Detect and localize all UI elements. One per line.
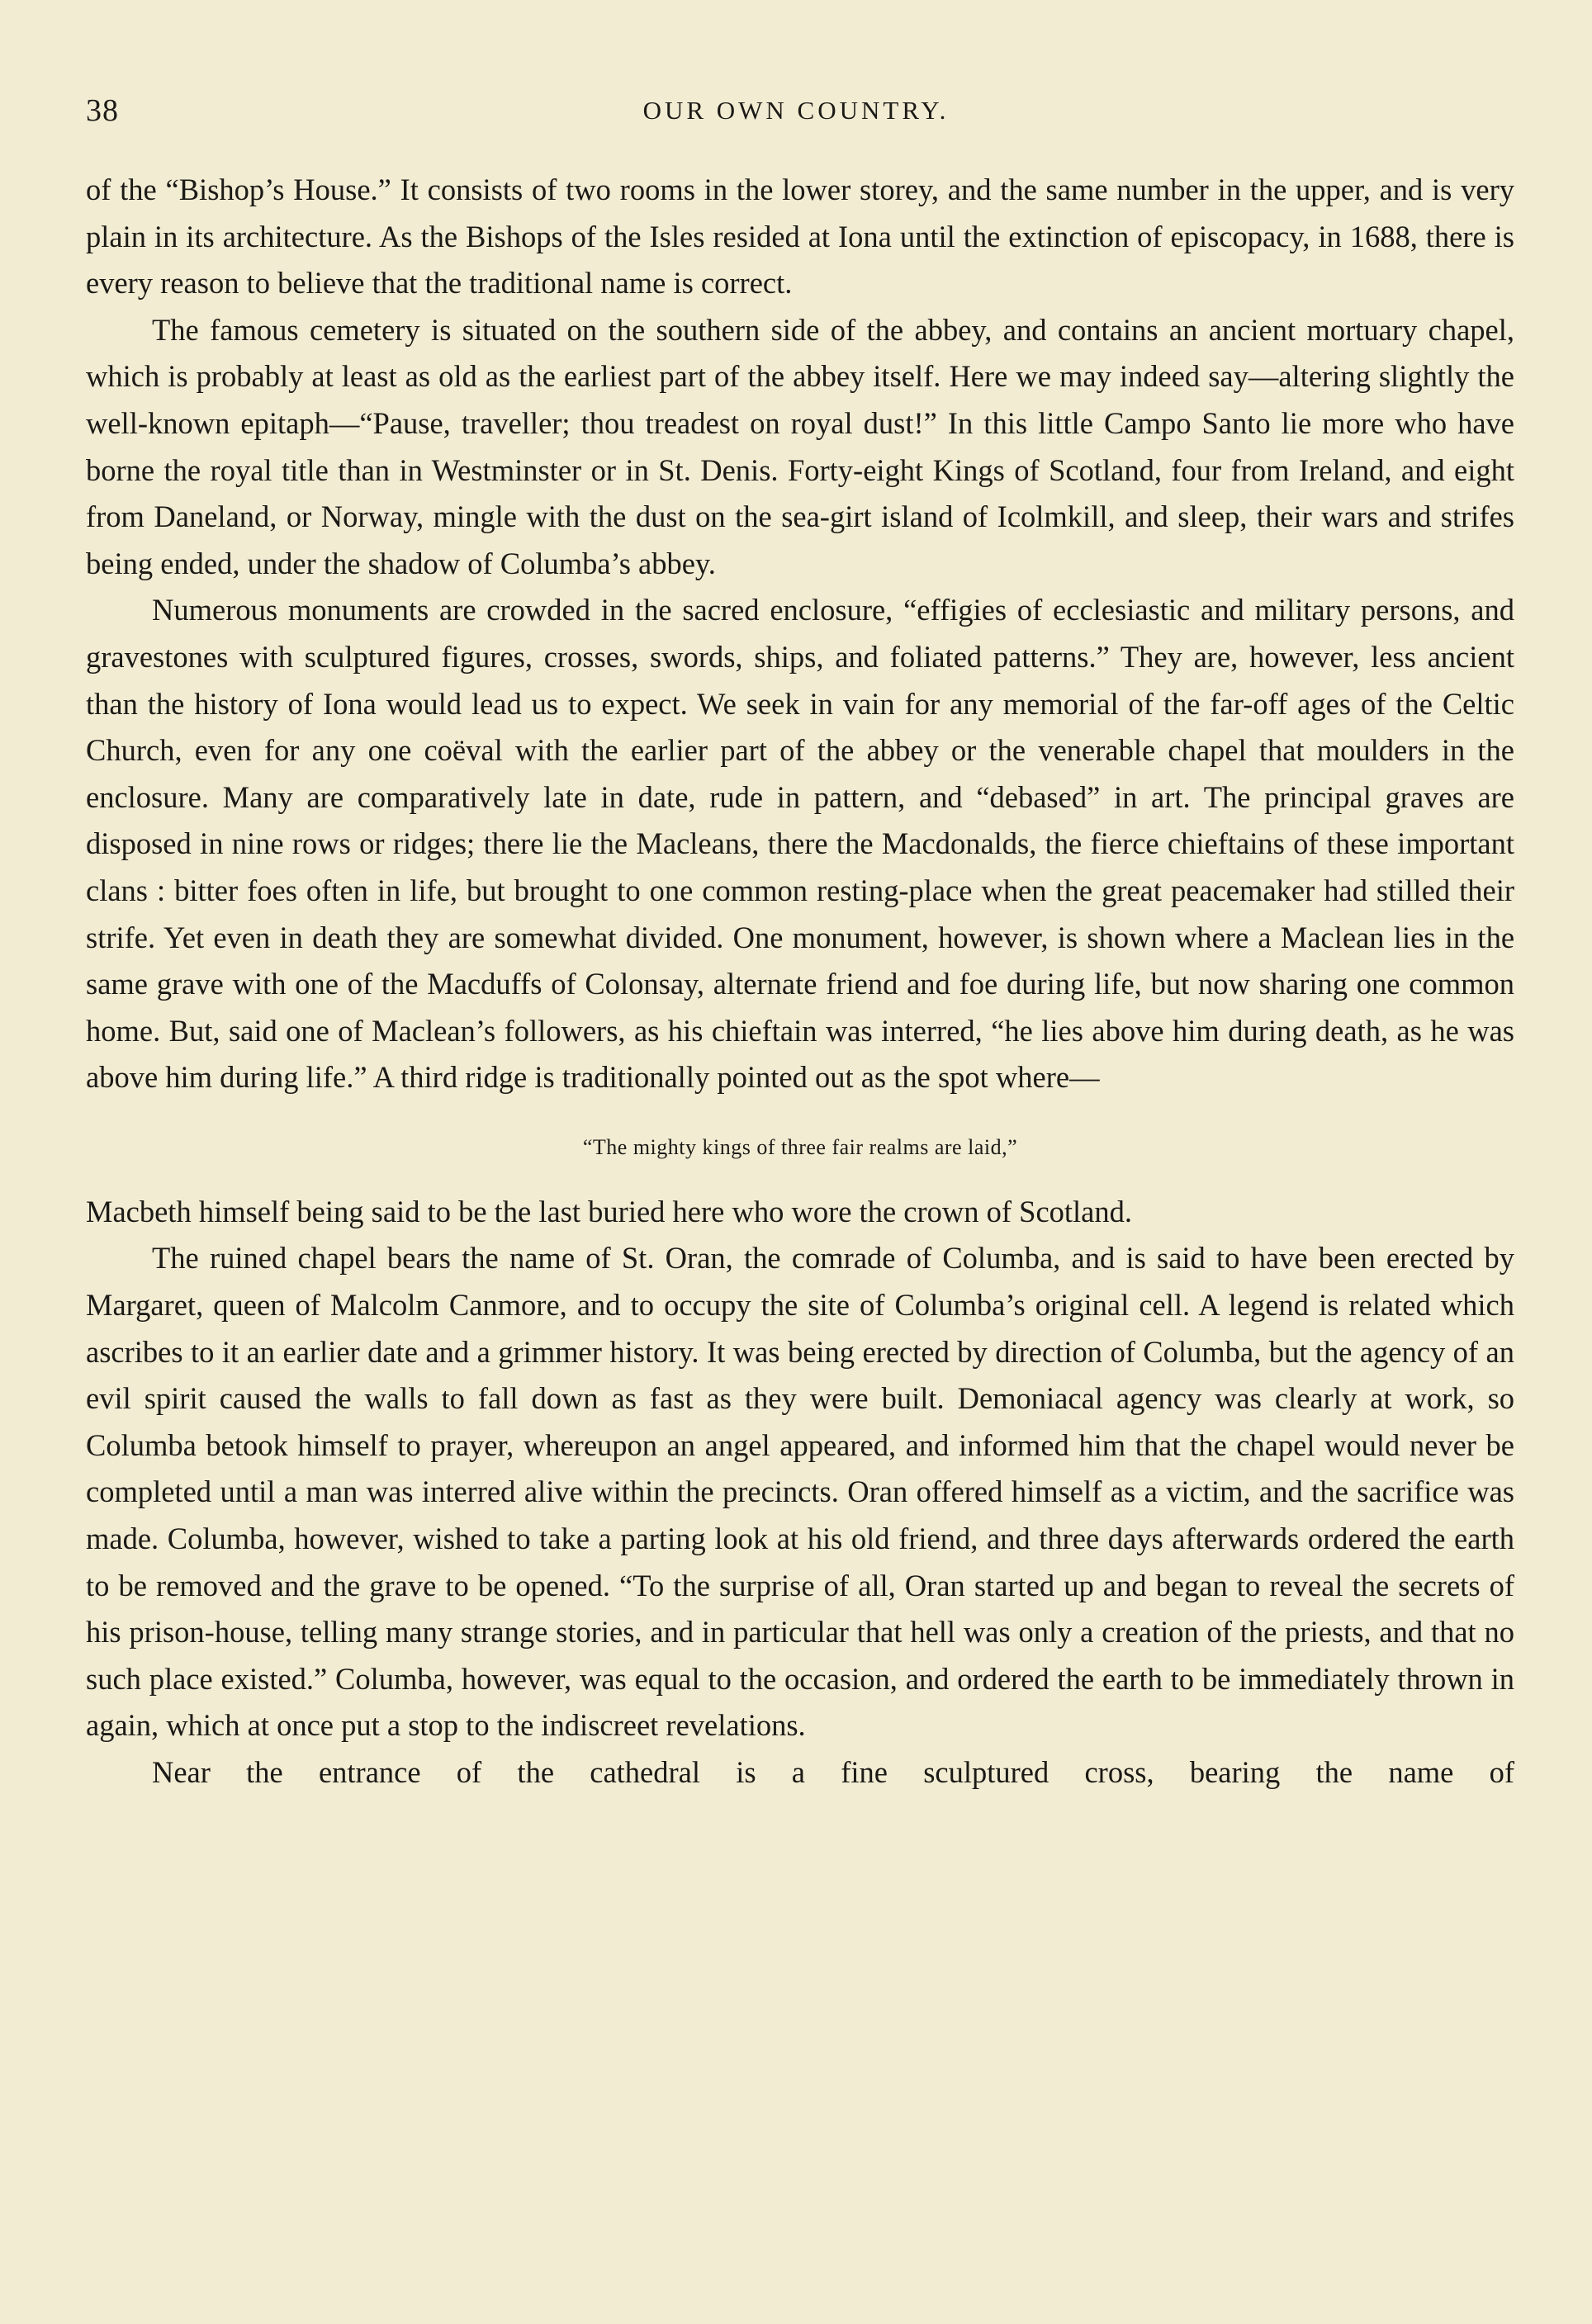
text-line: have been erected by Margaret, queen of Malcolm Canmore, and to occupy the site of [86,1241,1515,1323]
text-line: in the upper, and is very plain in its architecture. As the Bishops of the Isles resided at [86,173,1514,253]
text-line: but now sharing one common home. But, said one of Maclean’s followers, as his chieftain [86,967,1515,1048]
paragraph [86,1189,1514,1236]
page-number: 38 [86,93,119,128]
text-line: take a parting look at his old friend, and three days afterwards ordered the earth to be [86,1522,1515,1602]
text-line: one coëval with the earlier part of the abbey or the venerable chapel that moulders in the [367,733,1515,768]
text-line: traditional name is correct. [469,266,793,301]
paragraph [86,1235,1514,1749]
text-line: death they are somewhat divided. One monument, however, is shown where a Maclean lies [312,920,1436,954]
text-line: military persons, and gravestones with sculptured figures, crosses, swords, ships, and foliated [86,593,1515,674]
verse-quotation: “The mighty kings of three fair realms are laid,” [582,1134,1018,1159]
text-line: removed and the grave to be opened. “To the surprise of all, Oran started up and began [156,1568,1228,1602]
paragraph [86,167,1514,307]
text-line: Numerous monuments are crowded in the sacred enclosure, “effigies of ecclesiastic and [152,593,1244,627]
text-line: treadest on royal dust!” In this little Campo Santo lie more who have borne the royal [86,405,1515,487]
text-line: Macdonalds, the fierce chieftains of these important clans : bitter foes often in life, but brought [86,826,1515,907]
text-line: Here we may indeed say—altering slightly the well-known epitaph—“Pause, traveller; thou [86,359,1514,440]
paragraph [86,307,1514,588]
text-line: enclosure. Many are comparatively late in date, rude in pattern, and “debased” in art. [86,779,1191,814]
text-line: ridge is traditionally pointed out as the spot where— [465,1060,1100,1095]
text-line: at work, so Columba betook himself to prayer, whereupon an angel appeared, and informed him [86,1381,1515,1462]
body-text [86,167,1514,1796]
text-line: Near the entrance of the cathedral is a fine sculptured cross, bearing the name of [152,1755,1514,1789]
text-line: Macbeth himself being said to be the last buried here who wore the crown of Scotland. [86,1194,1133,1228]
text-line: We seek in vain for any memorial of the far-off ages of the Celtic Church, even for any [86,686,1515,768]
page-header [86,92,1506,134]
text-line: and sleep, their wars and strifes being ended, under the shadow of Columba’s abbey. [86,499,1514,580]
text-line: of the “Bishop’s House.” It consists of two rooms in the lower storey, and the same number [86,173,1209,206]
text-line: The ruined chapel bears the name of St. Oran, the comrade of Columba, and is said to [152,1241,1240,1276]
text-line: in the same grave with one of the Macduffs of Colonsay, alternate friend and foe during life, [86,920,1515,1001]
text-line: was equal to the occasion, and ordered the earth to be immediately thrown in again, which [86,1661,1515,1743]
text-line: spirit caused the walls to fall down as fast as they were built. Demoniacal agency was clearly [144,1381,1357,1416]
text-line: to reveal the secrets of his prison-house, telling many strange stories, and in particular that [86,1568,1515,1650]
text-line: ancient mortuary chapel, which is probably at least as old as the earliest part of the abbey itself. [86,312,1514,394]
text-line: that the chapel would never be completed until a man was interred alive within the precincts. [86,1427,1514,1509]
paragraph [86,1749,1514,1796]
text-line: title than in Westminster or in St. Denis. Forty-eight Kings of Scotland, four from Ireland, [282,452,1392,487]
text-line: Columba’s original cell. A legend is related which ascribes to it an earlier date and a [86,1288,1514,1369]
text-line: to one common resting-place when the great peacemaker had stilled their strife. Yet even in [86,873,1515,954]
text-line: patterns.” They are, however, less ancient than the history of Iona would lead us to expect. [86,639,1514,721]
text-line: Oran offered himself as a victim, and the sacrifice was made. Columba, however, wished to [86,1474,1514,1556]
text-line: The principal graves are disposed in nine rows or ridges; there lie the Macleans, there the [86,779,1515,861]
text-line: The famous cemetery is situated on the southern side of the abbey, and contains an [152,312,1198,347]
text-line: at once put a stop to the indiscreet revelations. [247,1708,806,1743]
running-head: OUR OWN COUNTRY. [642,96,950,125]
paragraph [86,587,1514,1101]
text-line: and eight from Daneland, or Norway, mingle with the dust on the sea-girt island of Icolmkill, [86,452,1515,534]
text-line: hell was only a creation of the priests, and that no such place existed.” Columba, however, [86,1615,1514,1696]
text-line: was interred, “he lies above him during death, as he was above him during life.” A third [86,1013,1514,1095]
text-line: Iona until the extinction of episcopacy, in 1688, there is every reason to believe that the [86,219,1515,301]
text-line: grimmer history. It was being erected by direction of Columba, but the agency of an evil [86,1334,1514,1416]
